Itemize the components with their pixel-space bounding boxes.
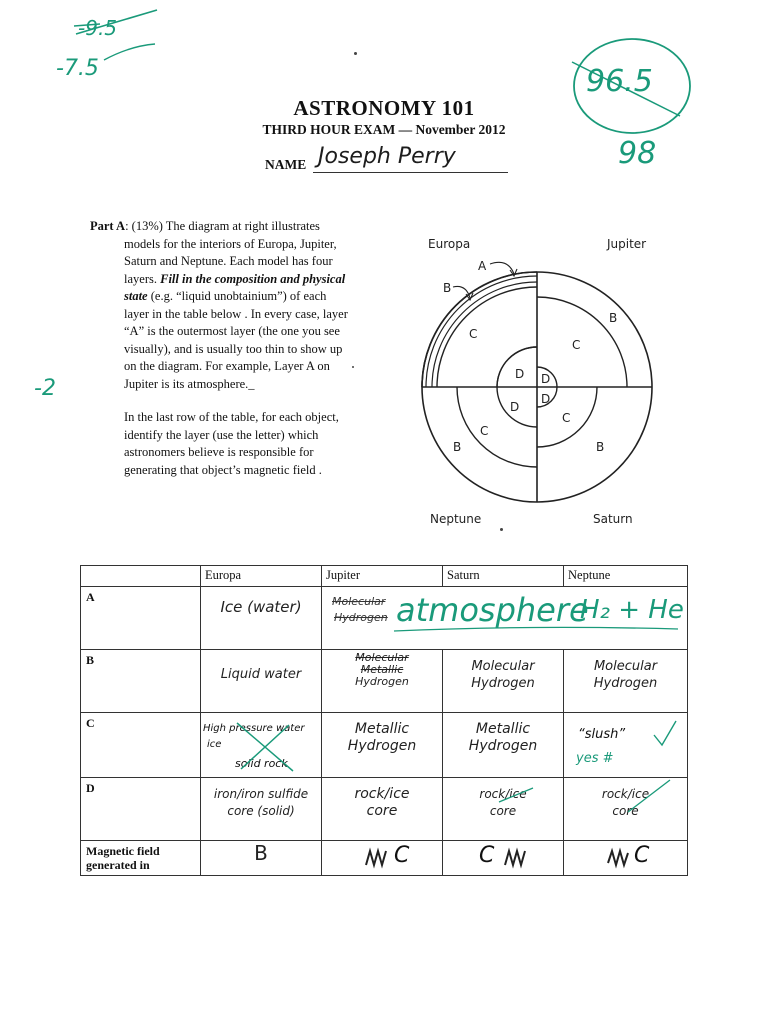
stray-speck — [354, 52, 357, 55]
saturn-layer-b: B — [596, 440, 605, 454]
cell-d-neptune — [564, 778, 688, 841]
part-a-line-9: on the diagram. For example, Layer A on — [124, 359, 330, 373]
cell-c-europa — [201, 713, 322, 778]
answer-c-saturn: Metallic Hydrogen — [468, 721, 538, 754]
table-row — [81, 841, 688, 876]
label-jupiter: Jupiter — [607, 237, 647, 251]
saturn-layer-c: C — [562, 411, 571, 425]
name-underline — [313, 172, 508, 173]
part-a-line-10: Jupiter is its atmosphere._ — [124, 376, 255, 391]
answer-c-europa-1: High pressure water — [203, 723, 305, 734]
cell-mag-neptune — [564, 841, 688, 876]
part-a-line-1: Part A: (13%) The diagram at right illustrates — [90, 219, 320, 233]
part-a-line-7: “A” is the outermost layer (the one you see — [124, 324, 340, 338]
scribble-mark — [503, 847, 529, 869]
grader-c-neptune: yes # — [576, 751, 614, 766]
score-original — [586, 64, 653, 99]
answer-a-neptune: H₂ + He — [580, 595, 684, 625]
answer-a-atmosphere: atmosphere — [396, 591, 589, 629]
exam-subtitle: THIRD HOUR EXAM — November 2012 — [262, 122, 506, 137]
answer-mag-saturn: C — [479, 843, 495, 868]
part-a-line-8: visually), and is usually too thin to show up — [124, 341, 343, 356]
cell-d-jupiter — [322, 778, 443, 841]
cell-d-saturn — [443, 778, 564, 841]
grader-deduction-2 — [56, 56, 99, 81]
jupiter-layer-c: C — [572, 338, 581, 352]
europa-layer-c: C — [469, 327, 478, 341]
part-a-label: Part A — [90, 219, 126, 233]
cell-b-jupiter — [322, 650, 443, 713]
part-a-line-2: models for the interiors of Europa, Jupiter, — [124, 236, 337, 251]
part-a-line-4: layers. Fill in the composition and physical — [124, 271, 346, 286]
part-a-p2-line-1: In the last row of the table, for each object, — [124, 410, 339, 424]
exam-title: ASTRONOMY 101 — [293, 96, 475, 120]
table-row — [81, 713, 688, 778]
cell-b-europa — [201, 650, 322, 713]
name-label: NAME — [265, 157, 307, 172]
cell-c-jupiter — [322, 713, 443, 778]
table-header-row — [81, 566, 688, 587]
cell-c-saturn — [443, 713, 564, 778]
europa-c-cross-mark — [231, 719, 301, 775]
neptune-layer-d: D — [510, 400, 520, 414]
row-mag-label: Magnetic field generated in — [81, 841, 201, 876]
answer-d-jupiter: rock/ice core — [354, 786, 410, 819]
cell-mag-europa — [201, 841, 322, 876]
table-row — [81, 587, 688, 650]
part-a-instructions — [90, 218, 400, 479]
part-a-line-6: layer in the table below . In every case, layer — [124, 306, 348, 321]
answer-a-jupiter-struck-1: Molecular — [332, 595, 386, 608]
label-saturn: Saturn — [593, 512, 633, 526]
neptune-d-grader-mark — [624, 778, 674, 818]
cell-b-saturn — [443, 650, 564, 713]
header-blank — [81, 566, 201, 587]
row-c-label: C — [81, 713, 201, 778]
cell-a-europa — [201, 587, 322, 650]
deduction-1-text: -9.5 — [78, 16, 118, 40]
cell-mag-saturn — [443, 841, 564, 876]
saturn-layer-d: D — [541, 392, 551, 406]
layer-a-label: A — [478, 259, 487, 273]
interiors-diagram — [410, 230, 670, 530]
answer-b-neptune: Molecular Hydrogen — [593, 659, 658, 691]
answer-c-jupiter: Metallic Hydrogen — [347, 721, 417, 754]
header-jupiter: Jupiter — [322, 566, 443, 587]
part-a-line-3: Saturn and Neptune. Each model has four — [124, 254, 333, 268]
answer-a-jupiter-struck-2: Hydrogen — [334, 611, 388, 624]
answer-d-neptune: rock/ice core — [601, 787, 650, 818]
score-final — [618, 136, 656, 171]
answer-b-europa: Liquid water — [220, 667, 302, 682]
part-a-line-5: state (e.g. “liquid unobtainium”) of each — [124, 289, 327, 303]
scribble-mark — [606, 847, 630, 869]
cell-b-neptune — [564, 650, 688, 713]
deduction-2-text: -7.5 — [56, 56, 99, 81]
header-europa: Europa — [201, 566, 322, 587]
answer-mag-neptune: C — [634, 843, 650, 868]
cell-mag-jupiter — [322, 841, 443, 876]
answer-b-jupiter: Molecular Metallic Hydrogen — [355, 651, 409, 688]
saturn-d-grader-mark — [497, 786, 537, 806]
grader-check-mark — [650, 719, 680, 749]
part-a-p2-line-3: astronomers believe is responsible for — [124, 445, 314, 459]
layer-b-label: B — [443, 281, 452, 295]
cell-a-gas-giants — [322, 587, 688, 650]
label-europa: Europa — [428, 237, 471, 251]
answer-mag-europa: B — [254, 841, 268, 865]
row-d-label: D — [81, 778, 201, 841]
header-neptune: Neptune — [564, 566, 688, 587]
answer-c-neptune: “slush” — [578, 727, 626, 742]
jupiter-layer-b: B — [609, 311, 618, 325]
student-name: Joseph Perry — [318, 144, 456, 169]
cell-d-europa — [201, 778, 322, 841]
atmosphere-underline — [392, 623, 682, 637]
layer-a-arrow — [490, 262, 514, 274]
part-a-p2-line-4: generating that object’s magnetic field . — [124, 462, 322, 477]
answer-b-saturn: Molecular Hydrogen — [471, 659, 535, 691]
neptune-layer-b: B — [453, 440, 462, 454]
answer-c-europa-2: ice — [207, 739, 222, 750]
answer-d-saturn: rock/ice core — [479, 787, 527, 818]
deduction-strike-mark — [72, 4, 162, 44]
label-neptune: Neptune — [430, 512, 482, 526]
part-a-p2-line-2: identify the layer (use the letter) which — [124, 427, 319, 442]
answer-a-europa: Ice (water) — [220, 598, 302, 616]
header-saturn: Saturn — [443, 566, 564, 587]
europa-layer-d: D — [515, 367, 525, 381]
row-a-label: A — [81, 587, 201, 650]
answer-c-europa-3: solid rock — [235, 757, 288, 770]
score-original-text: 96.5 — [586, 64, 653, 99]
part-a-deduction-text: -2 — [34, 376, 56, 401]
jupiter-layer-d: D — [541, 372, 551, 386]
score-final-text: 98 — [618, 136, 657, 171]
neptune-layer-c: C — [480, 424, 489, 438]
answers-table — [80, 565, 688, 876]
scribble-mark — [364, 847, 390, 869]
answer-d-europa: iron/iron sulfide core (solid) — [213, 787, 309, 818]
deduction-flourish — [100, 40, 160, 70]
table-row — [81, 778, 688, 841]
table-row — [81, 650, 688, 713]
neptune-bc-boundary — [457, 387, 537, 467]
row-b-label: B — [81, 650, 201, 713]
cell-c-neptune — [564, 713, 688, 778]
answer-mag-jupiter: C — [394, 843, 410, 868]
part-a-deduction — [34, 376, 56, 401]
